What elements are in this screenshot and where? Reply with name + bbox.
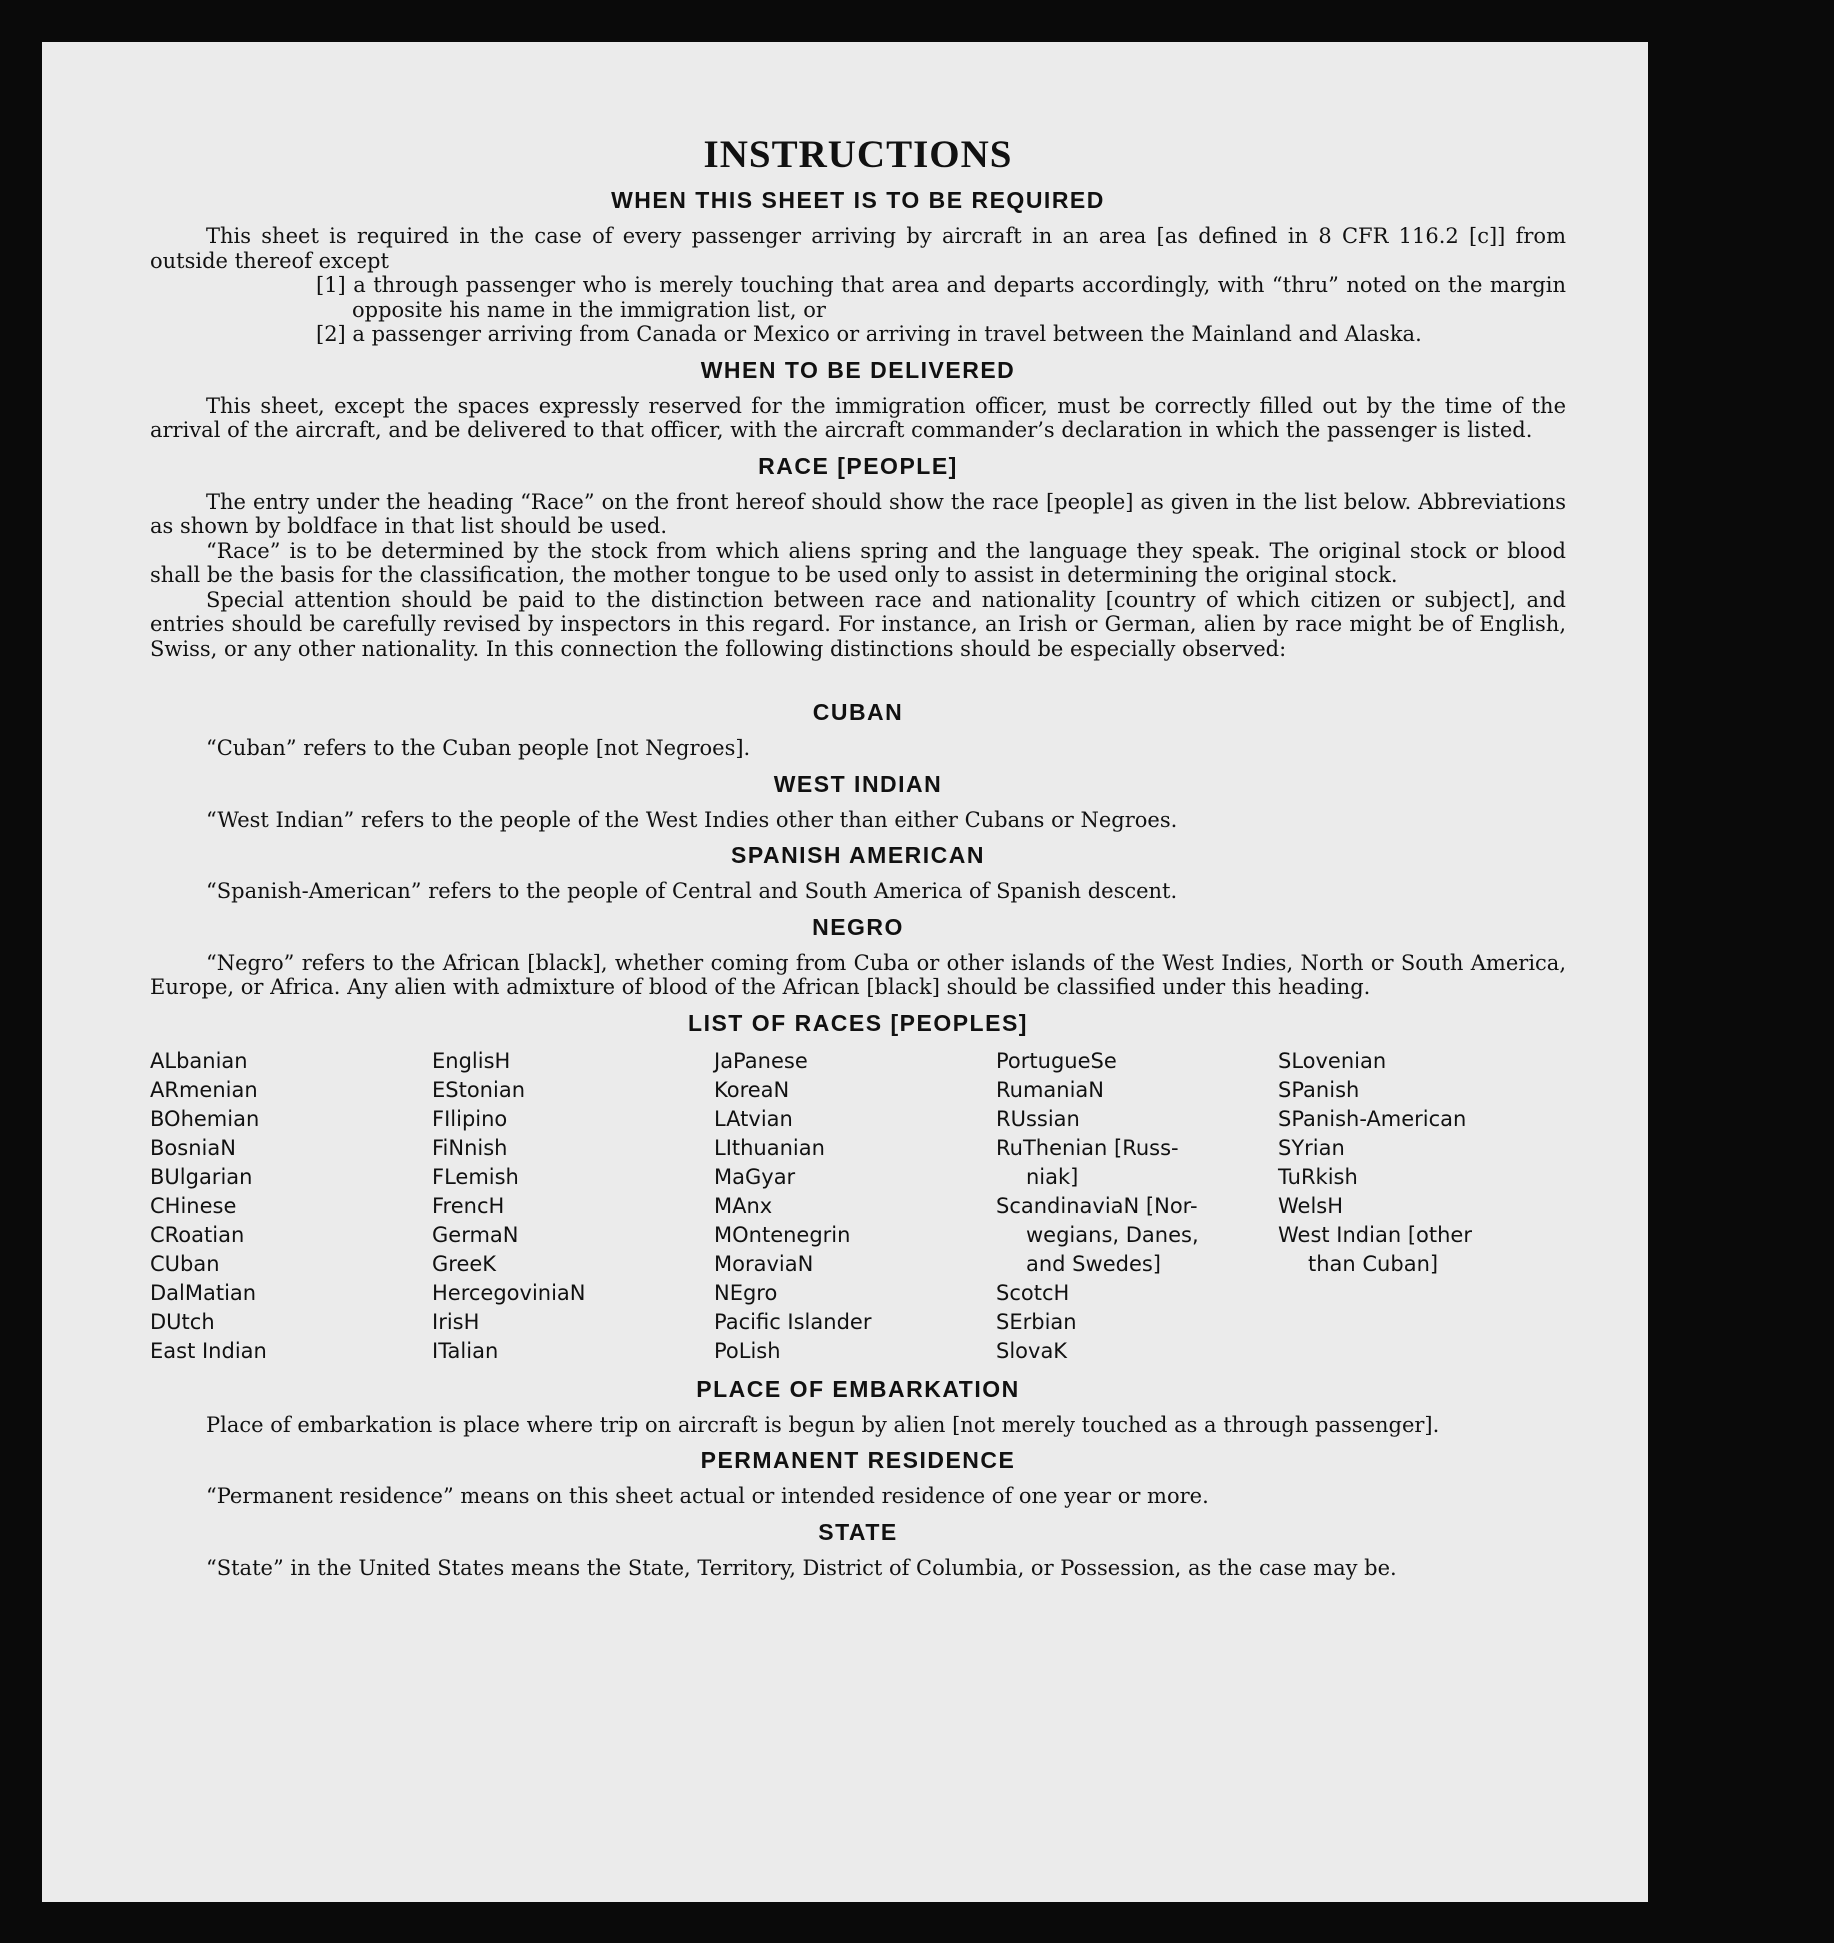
list-item: RumaniaN [996,1077,1105,1102]
heading-cuban: CUBAN [812,699,904,725]
list-item: FIlipino [432,1106,508,1131]
list-item: KoreaN [714,1077,790,1102]
list-item: ScandinaviaN [Nor- [996,1193,1198,1218]
list-item: GreeK [432,1251,497,1276]
list-item: PortugueSe [996,1048,1117,1073]
heading-negro: NEGRO [812,913,904,940]
list-item: ITalian [432,1338,499,1363]
races-list [150,1047,1566,1366]
list-item: CUban [150,1251,220,1276]
list-item: SlovaK [996,1338,1068,1363]
list-item: ARmenian [150,1077,258,1102]
heading-place-of-embarkation: PLACE OF EMBARKATION [696,1375,1020,1402]
residence-text: “Permanent residence” means on this sheet actual or intended residence of one year or more. [206,1484,1209,1508]
list-item: MOntenegrin [714,1222,851,1247]
races-column-1 [150,1047,432,1366]
list-item: niak] [1026,1164,1079,1189]
heading-permanent-residence: PERMANENT RESIDENCE [700,1447,1016,1473]
heading-race: RACE [PEOPLE] [758,452,958,479]
list-item: MAnx [714,1193,773,1218]
list-item: Pacific Islander [714,1309,872,1334]
when-required-intro: This sheet is required in the case of every passenger arriving by aircraft in an area [as defined in 8 CFR 116.2 [c]] from outside thereof except [150,224,1566,273]
races-column-2 [432,1047,714,1366]
list-item: wegians, Danes, [1026,1222,1199,1247]
race-paragraph-2: “Race” is to be determined by the stock from which aliens spring and the language they speak. The original stock or blood shall be the basis for the classification, the mother tongue to be used only to assist in determining the original stock. [150,538,1566,587]
list-item: EStonian [432,1077,526,1102]
heading-state: STATE [818,1518,898,1545]
list-item: TuRkish [1278,1164,1358,1189]
race-paragraph-1: The entry under the heading “Race” on the front hereof should show the race [people] as given in the list below. Abbreviations as shown by boldface in that list should be used. [150,489,1566,538]
list-item: MoraviaN [714,1251,814,1276]
list-item: WelsH [1278,1193,1344,1218]
list-item: RuThenian [Russ- [996,1135,1179,1160]
list-item: SPanish [1278,1077,1360,1102]
west-indian-text: “West Indian” refers to the people of the West Indies other than either Cubans or Negroes. [206,807,1178,832]
list-item: SYrian [1278,1135,1345,1160]
list-item: than Cuban] [1308,1251,1439,1276]
negro-text: “Negro” refers to the African [black], whether coming from Cuba or other islands of the West Indies, North or South America, Europe, or Africa. Any alien with admixture of blood of the African [black] should be classified under this heading. [150,950,1566,999]
list-item: FrencH [432,1193,505,1218]
list-item: FLemish [432,1164,519,1189]
heading-when-required: WHEN THIS SHEET IS TO BE REQUIRED [611,187,1105,213]
list-item: FiNnish [432,1135,508,1160]
list-item: BOhemian [150,1106,260,1131]
list-item: RUssian [996,1106,1080,1131]
list-item: PoLish [714,1338,781,1363]
state-text: “State” in the United States means the State, Territory, District of Columbia, or Possession, as the case may be. [206,1555,1397,1580]
embarkation-text: Place of embarkation is place where trip on aircraft is begun by alien [not merely touched as a through passenger]. [206,1412,1440,1437]
list-item: CRoatian [150,1222,245,1247]
heading-when-delivered: WHEN TO BE DELIVERED [700,356,1016,383]
list-item: MaGyar [714,1164,796,1189]
cuban-text: “Cuban” refers to the Cuban people [not Negroes]. [206,736,751,760]
list-item: BUlgarian [150,1164,253,1189]
heading-west-indian: WEST INDIAN [773,770,943,797]
heading-spanish-american: SPANISH AMERICAN [730,842,985,868]
list-item: GermaN [432,1222,519,1247]
list-item: SErbian [996,1309,1077,1334]
list-item: SPanish-American [1278,1106,1467,1131]
list-item: DUtch [150,1309,215,1334]
when-required-item-1: [1] a through passenger who is merely touching that area and departs accordingly, with “thru” noted on the margin opposite his name in the immigration list, or [316,273,1566,322]
list-item: IrisH [432,1309,480,1334]
list-item: DalMatian [150,1280,257,1305]
instruction-sheet [42,42,1648,1902]
page-title: INSTRUCTIONS [703,133,1013,176]
spanish-american-text: “Spanish-American” refers to the people of Central and South America of Spanish descent. [206,879,1178,903]
list-item: NEgro [714,1280,778,1305]
when-required-item-2: [2] a passenger arriving from Canada or Mexico or arriving in travel between the Mainland and Alaska. [316,322,1422,346]
races-column-4 [996,1047,1278,1366]
list-item: SLovenian [1278,1048,1387,1073]
when-delivered-text: This sheet, except the spaces expressly reserved for the immigration officer, must be correctly filled out by the time of the arrival of the aircraft, and be delivered to that officer, with the aircraft commander’s declaration in which the passenger is listed. [150,393,1566,442]
list-item: ScotcH [996,1280,1070,1305]
races-column-5 [1278,1047,1560,1366]
list-item: CHinese [150,1193,237,1218]
list-item: LIthuanian [714,1135,825,1160]
list-item: JaPanese [714,1048,808,1073]
list-item: LAtvian [714,1106,793,1131]
list-item: West Indian [other [1278,1222,1472,1247]
list-item: ALbanian [150,1048,248,1073]
list-item: and Swedes] [1026,1251,1161,1276]
list-item: HercegoviniaN [432,1280,586,1305]
races-column-3 [714,1047,996,1366]
list-item: EnglisH [432,1048,511,1073]
list-item: BosniaN [150,1135,236,1160]
heading-list-of-races: LIST OF RACES [PEOPLES] [688,1009,1028,1036]
race-paragraph-3: Special attention should be paid to the distinction between race and nationality [country of which citizen or subject], and entries should be carefully revised by inspectors in this regard. For instance, an Irish or German, alien by race might be of English, Swiss, or any other nationality. In this connection the following distinctions should be especially observed: [150,587,1566,661]
list-item: East Indian [150,1338,267,1363]
